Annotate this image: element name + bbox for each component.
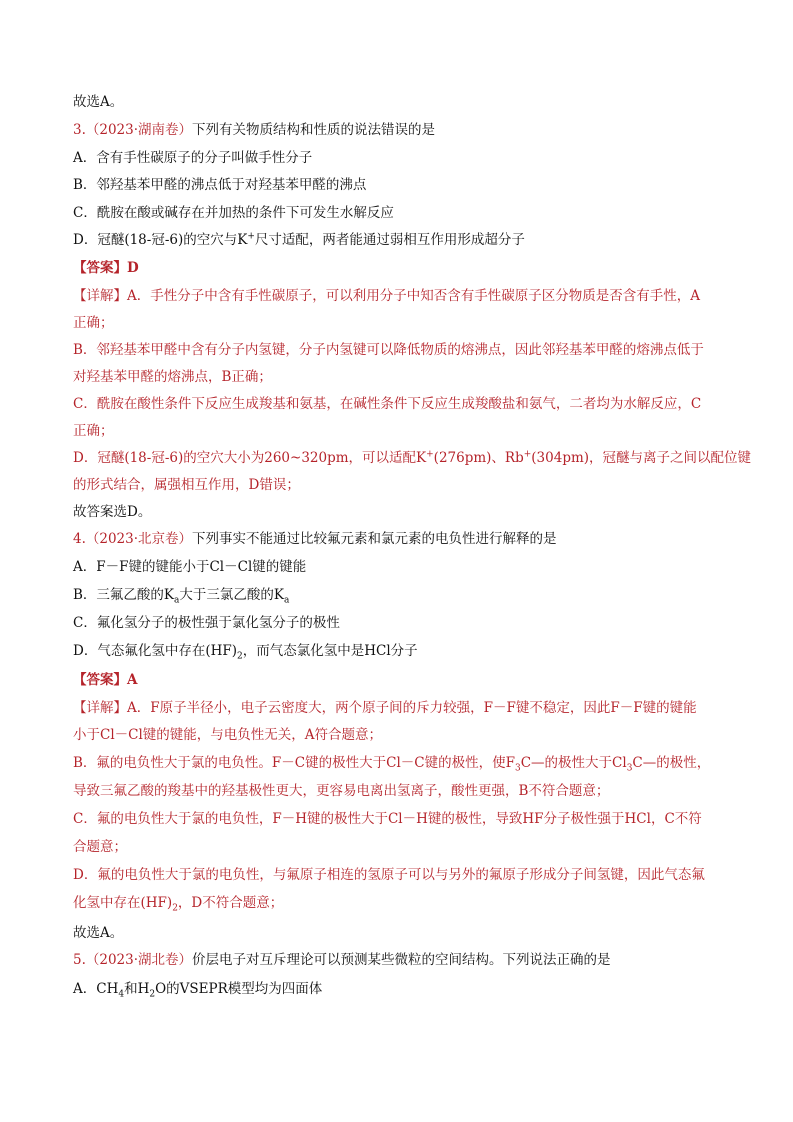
answer-conclusion: 故选A。 xyxy=(73,94,124,110)
explanation-line: 对羟基苯甲醛的熔沸点，B正确； xyxy=(73,369,272,385)
option-c: C．氟化氢分子的极性强于氯化氢分子的极性 xyxy=(73,615,340,631)
question-5-stem: 5.（2023·湖北卷）价层电子对互斥理论可以预测某些微粒的空间结构。下列说法正确的是 xyxy=(73,952,611,968)
explanation-line: B．邻羟基苯甲醛中含有分子内氢键，分子内氢键可以降低物质的熔沸点，因此邻羟基苯甲醛的熔沸点低于 xyxy=(73,342,704,358)
option-a: A．F－F键的键能小于Cl－Cl键的键能 xyxy=(73,559,307,575)
answer-label: 【答案】A xyxy=(73,672,138,688)
explanation-line: D．氟的电负性大于氯的电负性，与氟原子相连的氢原子可以与另外的氟原子形成分子间氢键，因此气态氟 xyxy=(73,867,705,883)
explanation-line: 导致三氟乙酸的羧基中的羟基极性更大，更容易电离出氢离子，酸性更强，B不符合题意； xyxy=(73,783,610,799)
answer-label: 【答案】D xyxy=(73,260,139,276)
option-b: B．三氟乙酸的$K_a$大于三氯乙酸的$K_a$ xyxy=(73,587,290,606)
explanation-line: 【详解】A．F原子半径小，电子云密度大，两个原子间的斥力较强，F－F键不稳定，因此F－F键的键能 xyxy=(73,700,697,716)
option-b: B．邻羟基苯甲醛的沸点低于对羟基苯甲醛的沸点 xyxy=(73,177,367,193)
explanation-line: 小于Cl－Cl键的键能，与电负性无关，A符合题意； xyxy=(73,727,383,743)
question-3-stem: 3.（2023·湖南卷）下列有关物质结构和性质的说法错误的是 xyxy=(73,122,436,138)
explanation-line: 化氢中存在$(HF)_2$，D不符合题意； xyxy=(73,895,284,914)
explanation-line: 正确； xyxy=(73,423,114,439)
explanation-line: D．冠醚(18-冠-6)的空穴大小为260~320pm，可以适配K+(276pm)、Rb+(304pm)，冠醚与离子之间以配位键 xyxy=(73,449,752,466)
answer-conclusion: 故答案选D。 xyxy=(73,504,152,520)
option-d: D．冠醚(18-冠-6)的空穴与K+尺寸适配，两者能通过弱相互作用形成超分子 xyxy=(73,231,525,248)
option-d: D．气态氟化氢中存在$(HF)_2$，而气态氯化氢中是HCl分子 xyxy=(73,643,418,662)
option-a: A．含有手性碳原子的分子叫做手性分子 xyxy=(73,150,313,166)
question-4-stem: 4.（2023·北京卷）下列事实不能通过比较氟元素和氯元素的电负性进行解释的是 xyxy=(73,531,557,547)
question-source: 4.（2023·北京卷） xyxy=(73,531,193,547)
option-a: A．$CH_4$和$H_2O$的VSEPR模型均为四面体 xyxy=(73,981,323,1000)
explanation-line: 的形式结合，属强相互作用，D错误； xyxy=(73,477,300,493)
explanation-line: C．氟的电负性大于氯的电负性，F－H键的极性大于Cl－H键的极性，导致HF分子极性强于HCl，C不符 xyxy=(73,811,702,827)
explanation-line: 合题意； xyxy=(73,839,127,855)
explanation-line: 正确； xyxy=(73,315,114,331)
explanation-line: B．氟的电负性大于氯的电负性。F－C键的极性大于Cl－C键的极性，使$F_3C—$的极性大于$Cl_3C—$的极性， xyxy=(73,755,711,774)
answer-conclusion: 故选A。 xyxy=(73,925,124,941)
question-source: 5.（2023·湖北卷） xyxy=(73,952,193,968)
explanation-line: 【详解】A．手性分子中含有手性碳原子，可以利用分子中知否含有手性碳原子区分物质是否含有手性，A xyxy=(73,288,700,304)
explanation-line: C．酰胺在酸性条件下反应生成羧基和氨基，在碱性条件下反应生成羧酸盐和氨气，二者均为水解反应，C xyxy=(73,396,702,412)
question-source: 3.（2023·湖南卷） xyxy=(73,122,193,138)
option-c: C．酰胺在酸或碱存在并加热的条件下可发生水解反应 xyxy=(73,205,394,221)
